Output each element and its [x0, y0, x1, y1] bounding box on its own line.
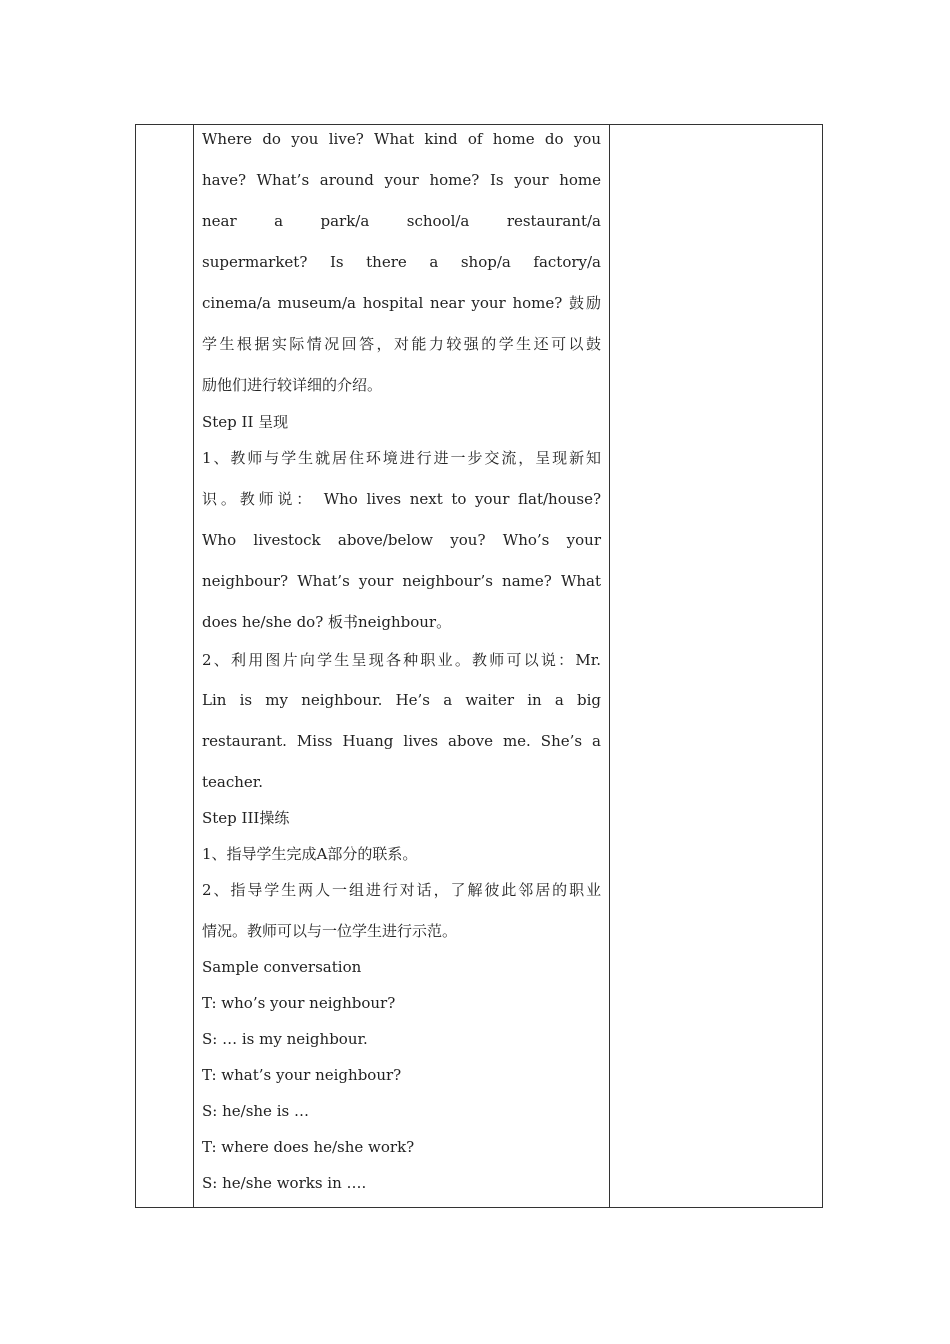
text-line: neighbour? What’s your neighbour’s name? What: [202, 572, 601, 590]
dialogue-line: S: … is my neighbour.: [202, 1030, 368, 1048]
dialogue-line: T: who’s your neighbour?: [202, 994, 396, 1012]
lesson-table: [135, 124, 823, 1208]
text-line: 学生根据实际情况回答，对能力较强的学生还可以鼓: [202, 335, 601, 353]
dialogue-line: T: what’s your neighbour?: [202, 1066, 402, 1084]
dialogue-line: S: he/she works in ….: [202, 1174, 367, 1192]
text-line: have? What’s around your home? Is your home: [202, 171, 601, 189]
text-line: 识。教师说： Who lives next to your flat/house?: [202, 490, 601, 508]
text-line: Who livestock above/below you? Who’s your: [202, 531, 601, 549]
text-line: 2、利用图片向学生呈现各种职业。教师可以说：Mr.: [202, 651, 601, 669]
dialogue-line: S: he/she is …: [202, 1102, 309, 1120]
text-line: 1、教师与学生就居住环境进行进一步交流，呈现新知: [202, 449, 601, 467]
text-line: Sample conversation: [202, 958, 362, 976]
text-line: 情况。教师可以与一位学生进行示范。: [202, 922, 458, 940]
step-heading: Step III操练: [202, 809, 290, 827]
text-line: near a park/a school/a restaurant/a: [202, 212, 601, 230]
dialogue-line: T: where does he/she work?: [202, 1138, 415, 1156]
text-line: 2、指导学生两人一组进行对话，了解彼此邻居的职业: [202, 881, 601, 899]
text-line: supermarket? Is there a shop/a factory/a: [202, 253, 601, 271]
text-line: restaurant. Miss Huang lives above me. She’s a: [202, 732, 601, 750]
right-column-divider: [609, 125, 610, 1207]
text-line: 1、指导学生完成A部分的联系。: [202, 845, 418, 863]
text-line: Where do you live? What kind of home do you: [202, 130, 601, 148]
text-line: teacher.: [202, 773, 264, 791]
left-column-divider: [193, 125, 194, 1207]
step-heading: Step II 呈现: [202, 413, 289, 431]
text-line: Lin is my neighbour. He’s a waiter in a big: [202, 691, 601, 709]
text-line: cinema/a museum/a hospital near your home? 鼓励: [202, 294, 601, 312]
text-line: does he/she do? 板书neighbour。: [202, 613, 452, 631]
text-line: 励他们进行较详细的介绍。: [202, 376, 383, 394]
